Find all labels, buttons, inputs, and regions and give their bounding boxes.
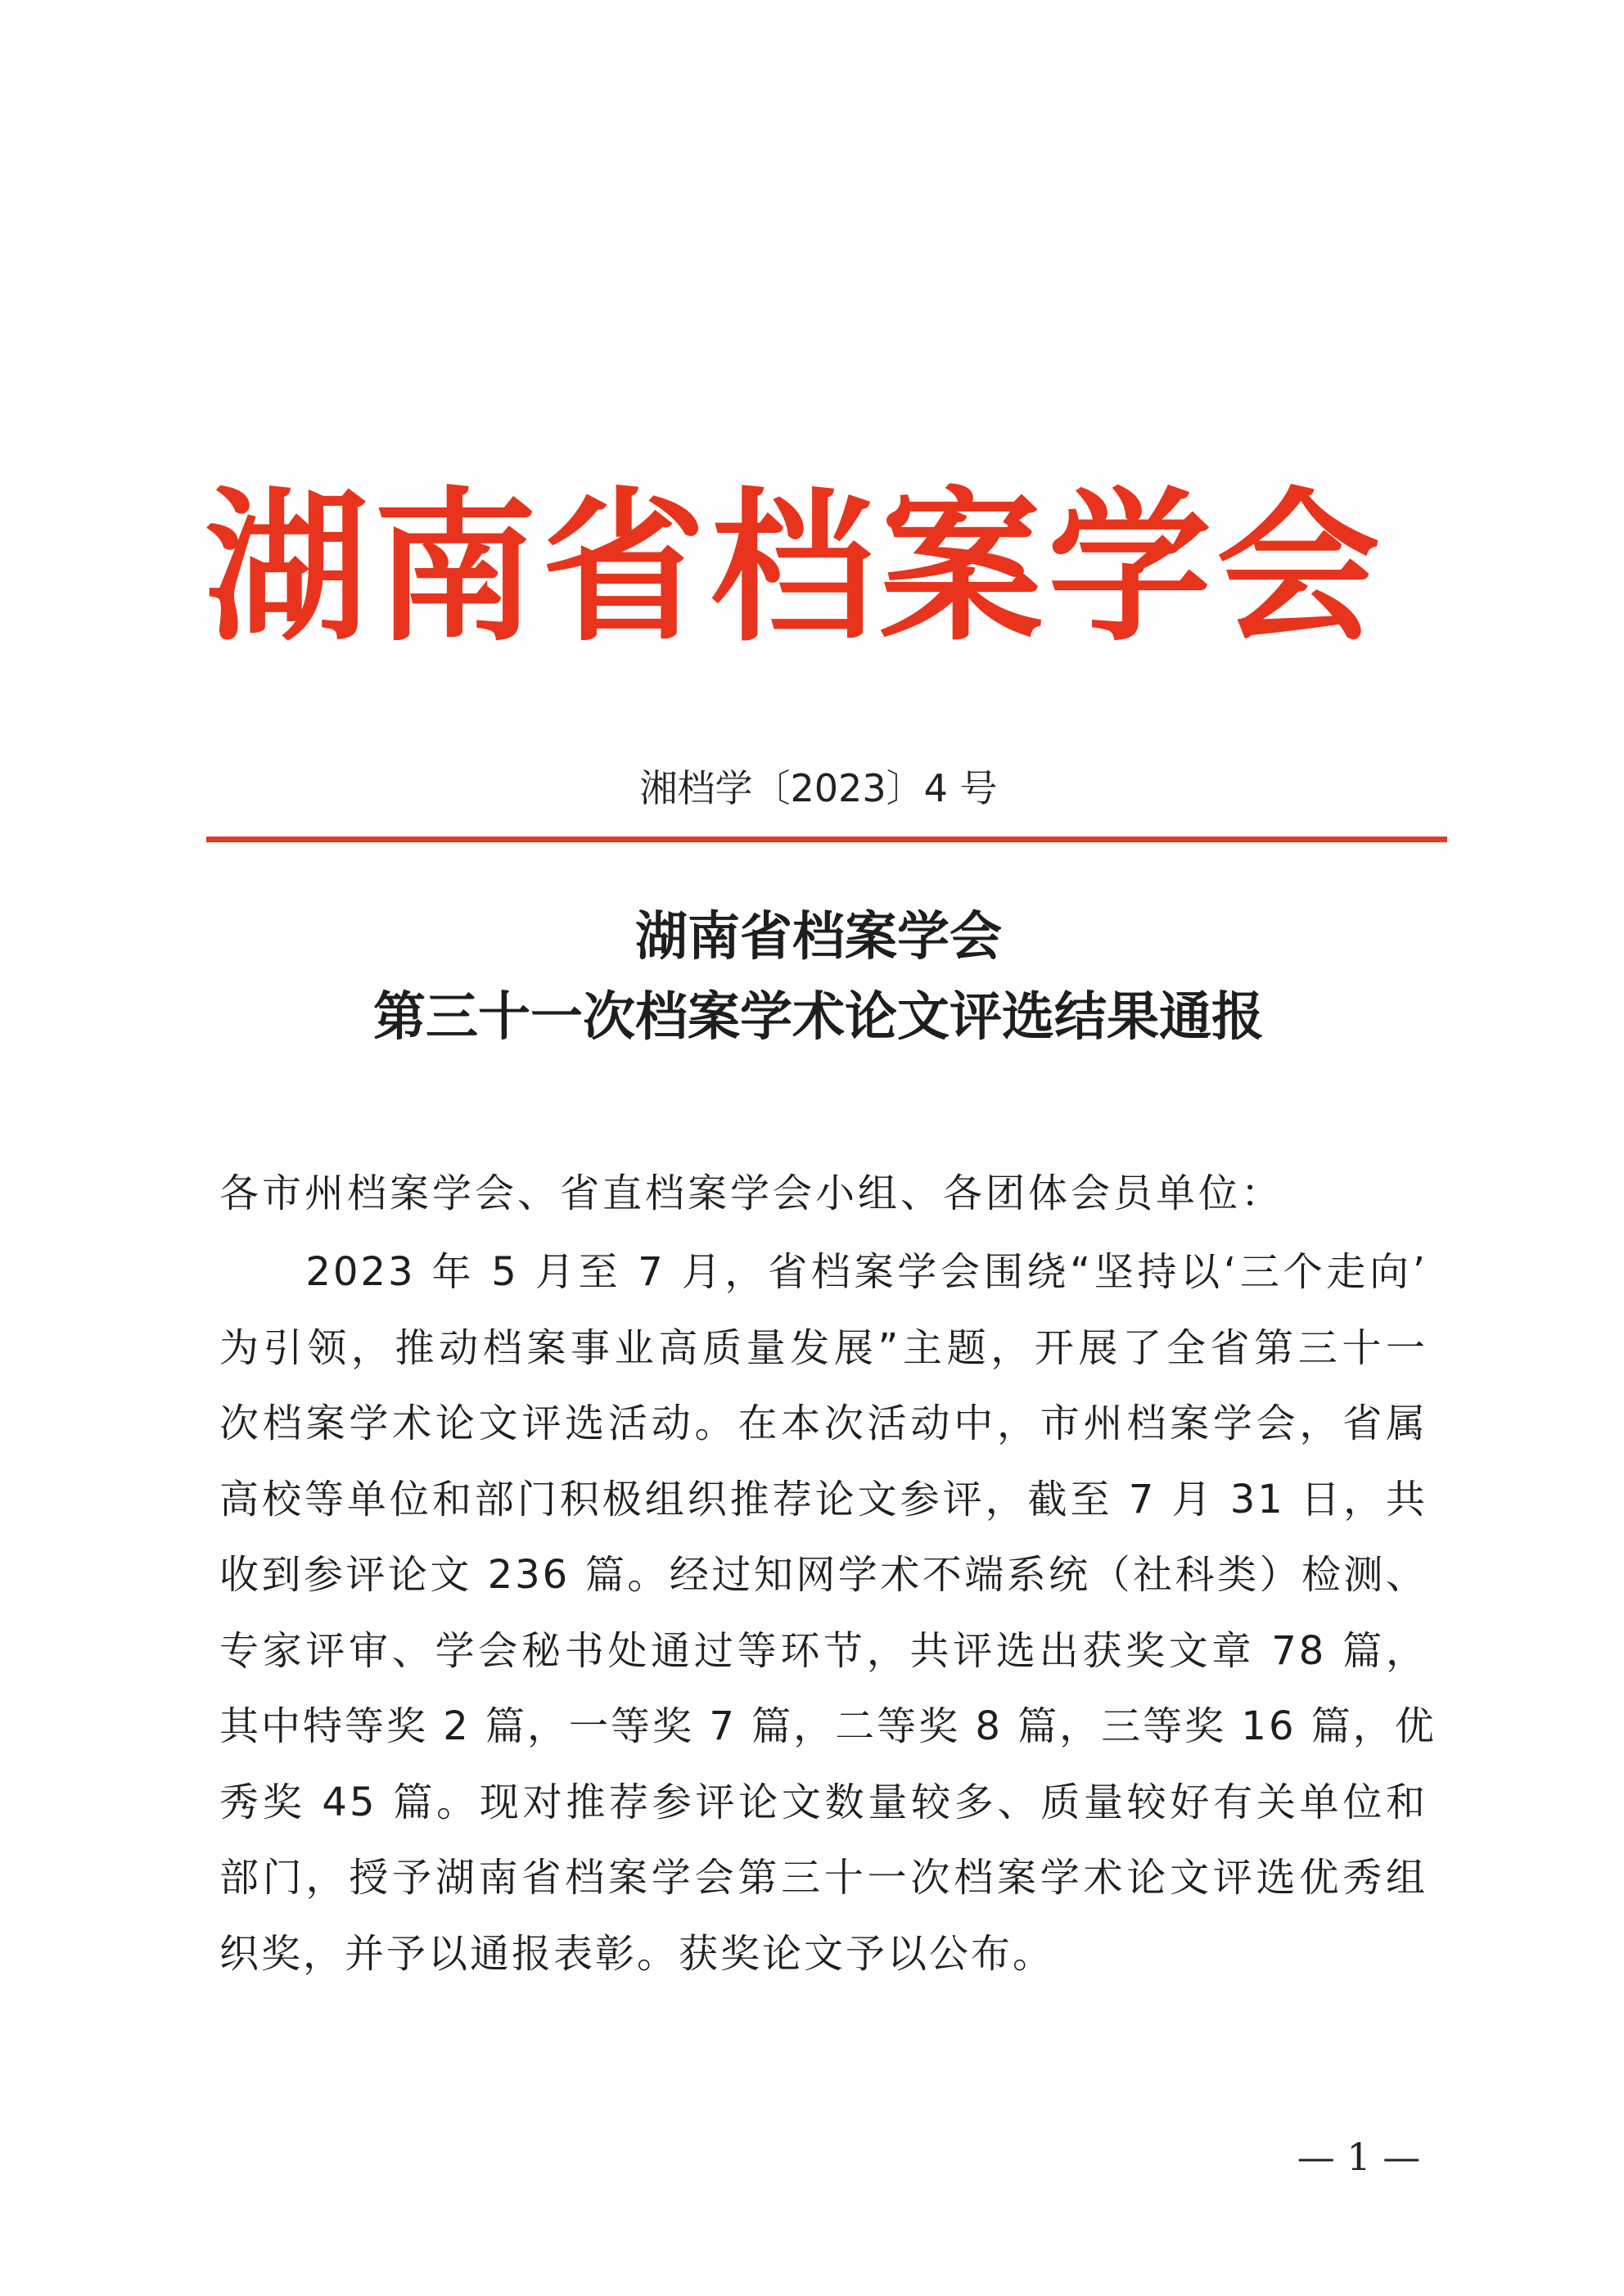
masthead-title: 湖南省档案学会 — [205, 473, 1386, 664]
body-line: 其中特等奖 2 篇，一等奖 7 篇，二等奖 8 篇，三等奖 16 篇，优 — [219, 1703, 1437, 1749]
body-line: 秀奖 45 篇。现对推荐参评论文数量较多、质量较好有关单位和 — [219, 1779, 1428, 1825]
red-divider-line — [206, 837, 1447, 842]
body-line: 次档案学术论文评选活动。在本次活动中，市州档案学会，省属 — [219, 1401, 1428, 1446]
body-line: 2023 年 5 月至 7 月，省档案学会围绕“坚持以‘三个走向’ — [219, 1249, 1428, 1295]
body-paragraph — [219, 1234, 1437, 1992]
title-line-1: 湖南省档案学会 — [635, 906, 1002, 968]
body-line: 收到参评论文 236 篇。经过知网学术不端系统（社科类）检测、 — [219, 1552, 1428, 1598]
body-line: 部门，授予湖南省档案学会第三十一次档案学术论文评选优秀组 — [219, 1855, 1428, 1901]
body-line: 高校等单位和部门积极组织推荐论文参评，截至 7 月 31 日，共 — [219, 1476, 1428, 1522]
body-line: 专家评审、学会秘书处通过等环节，共评选出获奖文章 78 篇， — [219, 1627, 1428, 1674]
document-number: 湘档学〔2023〕4 号 — [639, 766, 998, 810]
body-line: 织奖，并予以通报表彰。获奖论文予以公布。 — [219, 1930, 1055, 1977]
body-line: 为引领，推动档案事业高质量发展”主题，开展了全省第三十一 — [219, 1324, 1428, 1371]
page-number: — 1 — — [1297, 2135, 1421, 2179]
salutation: 各市州档案学会、省直档案学会小组、各团体会员单位： — [219, 1171, 1284, 1216]
title-line-2: 第三十一次档案学术论文评选结果通报 — [373, 986, 1264, 1048]
document-title — [205, 897, 1432, 1058]
